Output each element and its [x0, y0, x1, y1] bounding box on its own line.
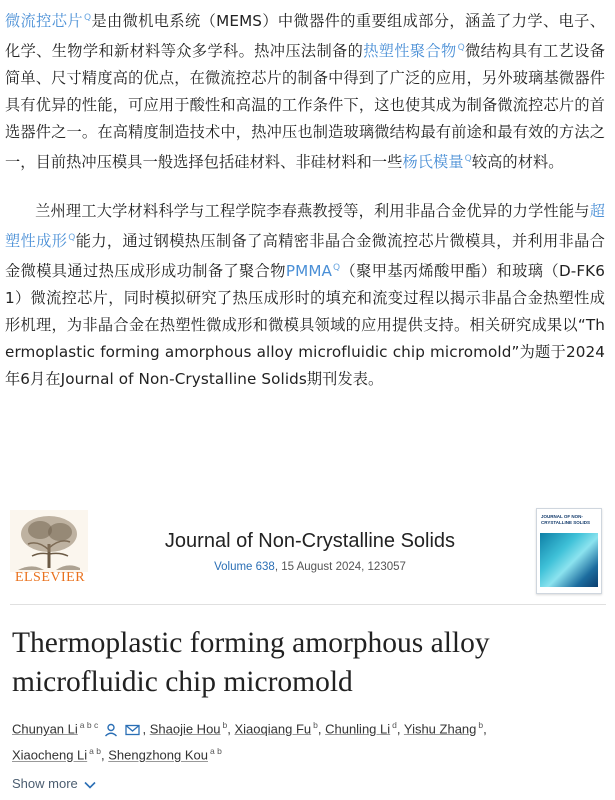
person-icon[interactable] [104, 723, 118, 737]
affiliation-sup: b [478, 720, 484, 730]
affiliation-sup: b [222, 720, 228, 730]
issue-date: , 15 August 2024, 123057 [274, 561, 406, 573]
keyword-text: 微流控芯片 [5, 12, 83, 31]
article-title: Thermoplastic forming amorphous alloy microfluidic chip micromold [12, 627, 490, 698]
affiliation-sup: d [392, 720, 397, 730]
journal-name[interactable]: Journal of Non-Crystalline Solids [164, 530, 456, 552]
journal-cover-thumbnail[interactable] [536, 508, 602, 594]
affiliation-sup: a b [89, 746, 101, 757]
paragraph-text: 是由微机电系统（MEMS）中微器件的重要组成部分，涵盖了力学、电子、化学、生物学和新材料等众多学科。热冲压法制备的 [5, 12, 606, 61]
email-icon[interactable] [125, 724, 140, 736]
cover-image [540, 533, 598, 587]
author-link[interactable]: Yishu Zhang [403, 721, 477, 737]
author-link[interactable]: Shaojie Hou [149, 721, 221, 737]
keyword-text: 超塑性成形 [5, 202, 605, 251]
journal-meta [100, 561, 520, 573]
author-link[interactable]: Shengzhong Kou [108, 747, 208, 763]
paragraph-text: 兰州理工大学材料科学与工程学院李春燕教授等，利用非晶合金优异的力学性能与 [35, 202, 590, 221]
divider [10, 604, 606, 605]
keyword-text: PMMA [285, 262, 333, 281]
search-icon: Q [457, 43, 465, 54]
author-link[interactable]: Xiaocheng Li [12, 747, 88, 763]
keyword-link[interactable] [402, 153, 471, 171]
volume-link[interactable]: Volume 638 [214, 561, 275, 573]
keyword-link[interactable] [5, 12, 91, 30]
keyword-text: 杨氏模量 [402, 153, 464, 172]
keyword-text: 热塑性聚合物 [363, 42, 457, 61]
search-icon: Q [333, 263, 341, 274]
affiliation-sup: a b c [79, 720, 99, 730]
search-icon: Q [464, 154, 472, 165]
affiliation-sup: a b [210, 746, 222, 757]
paragraph-2 [5, 198, 605, 393]
cover-title: JOURNAL OF NON-CRYSTALLINE SOLIDS [541, 514, 591, 525]
paragraph-text: 微结构具有工艺设备简单、尺寸精度高的优点，在微流控芯片的制备中得到了广泛的应用，另外玻璃基微器件具有优异的性能，可应用于酸性和高温的工作条件下，这也使其成为制备微流控芯片的首选器件之一。在高精度制造技术中，热冲压也制造玻璃微结构最有前途和最有效的方法之一，目前热冲压模具一般选择包括硅材料、非硅材料和一些 [5, 42, 605, 172]
author-link[interactable]: Chunling Li [325, 721, 391, 737]
paragraph-text: 较高的材料。 [471, 153, 564, 172]
author-link[interactable]: Xiaoqiang Fu [234, 721, 312, 737]
paragraph-1 [5, 5, 605, 176]
show-more-label: Show more [12, 776, 78, 791]
show-more-button[interactable] [12, 776, 96, 791]
affiliation-sup: b [313, 720, 318, 730]
chevron-down-icon [84, 781, 96, 789]
article-body [5, 0, 605, 393]
journal-article-card [0, 500, 615, 800]
search-icon: Q [83, 13, 92, 23]
paragraph-text: 能力，通过钢模热压制备了高精密非晶合金微流控芯片微模具，并利用非晶合金微模具通过热压成形成功制备了聚合物 [5, 232, 605, 281]
keyword-link[interactable] [286, 262, 340, 280]
paragraph-text: （聚甲基丙烯酸甲酯）和玻璃（D-FK61）微流控芯片，同时模拟研究了热压成形时的填充和流变过程以揭示非晶合金热塑性成形机理，为非晶合金在热塑性微成形和微模具领域的应用提供支持。相关研究成果以“Thermoplastic forming amorphous alloy microfluidic chip micromold”为题于2024年6月在Journal of Non-Crystalline Solids期刊发表。 [5, 262, 605, 389]
journal-header [0, 500, 615, 600]
author-list: Chunyan Li $^{a b c}$ , Shaojie Hou $^b$, Xiaoqiang Fu $^b$, Chunling Li $^d$, Yishu Zhang $^b$, Xiaocheng Li $^{a b}$, Shengzhong Kou $^{a b}$ [12, 720, 487, 763]
search-icon: Q [68, 233, 76, 244]
elsevier-wordmark[interactable]: ELSEVIER [14, 570, 86, 585]
keyword-link[interactable] [363, 42, 465, 60]
author-link[interactable]: Chunyan Li [12, 721, 78, 737]
